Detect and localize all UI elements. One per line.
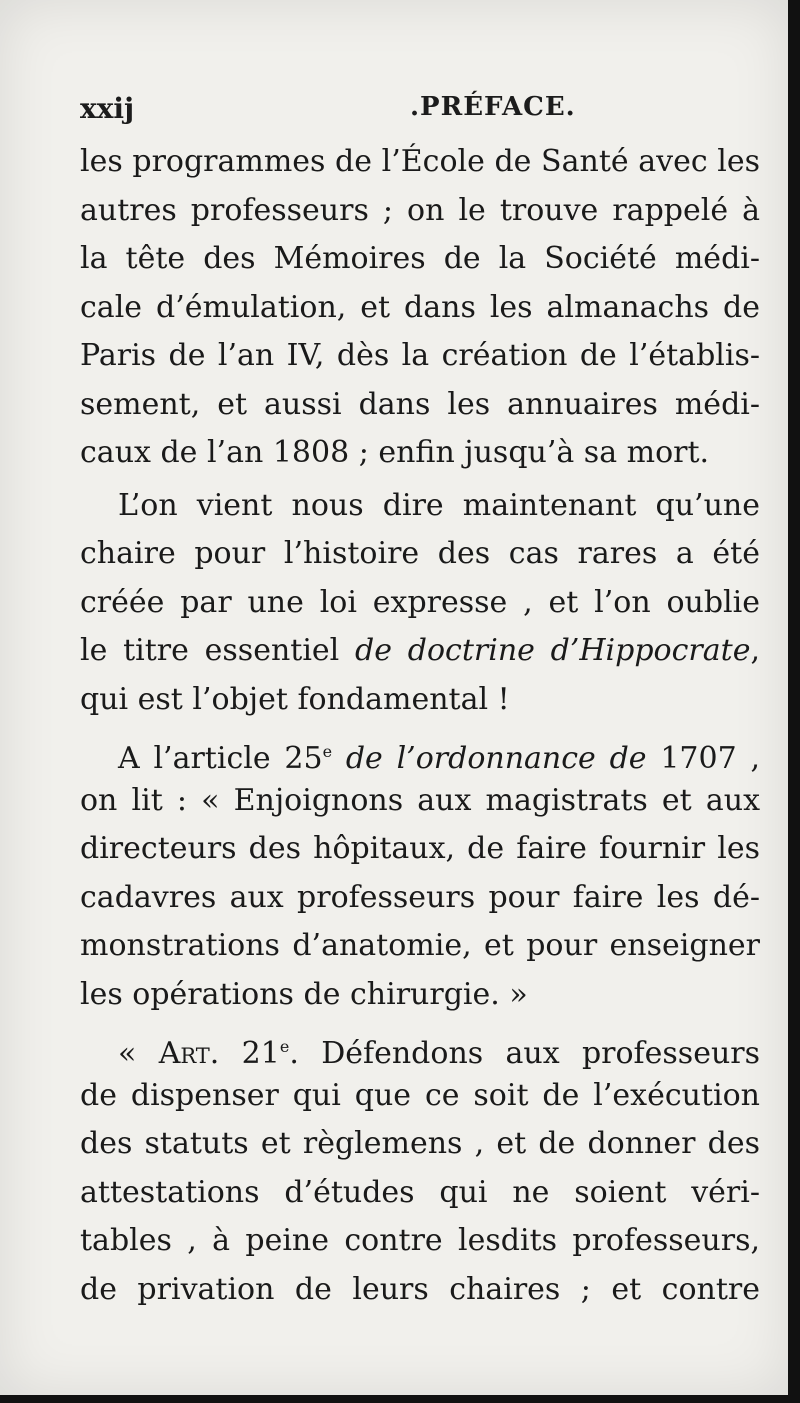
text-line: des statuts et règlemens , et de donner des <box>80 1126 760 1161</box>
text-span: , <box>750 633 760 668</box>
text-line: cadavres aux professeurs pour faire les dé- <box>80 879 760 915</box>
text-line: L’on vient nous dire maintenant qu’une <box>118 487 760 523</box>
text-line: tables , à peine contre lesdits professeurs, <box>80 1223 760 1258</box>
scan-edge-right <box>788 0 800 1403</box>
page-number: xxij <box>80 92 135 125</box>
text-span: 21 <box>219 1036 280 1071</box>
text-line: qui est l’objet fondamental ! <box>80 681 510 717</box>
text-span: . Défendons aux professeurs <box>289 1036 761 1071</box>
running-title: .PRÉFACE. <box>410 92 576 122</box>
text-line: monstrations d’anatomie, et pour enseigner <box>80 928 760 963</box>
text-line: la tête des Mémoires de la Société médi- <box>80 241 760 276</box>
superscript: e <box>322 742 333 761</box>
text-line: de privation de leurs chaires ; et contre <box>80 1271 760 1307</box>
italic-phrase: de l’ordonnance de <box>345 741 647 776</box>
superscript: e <box>279 1037 290 1056</box>
page-header <box>80 92 760 132</box>
text-line: sement, et aussi dans les annuaires médi- <box>80 386 760 422</box>
italic-phrase: de doctrine d’Hippocrate <box>355 633 751 668</box>
text-line: créée par une loi expresse , et l’on oublie <box>80 584 760 620</box>
text-line: attestations d’études qui ne soient véri- <box>80 1174 760 1210</box>
text-line: les opérations de chirurgie. » <box>80 976 528 1012</box>
text-line: directeurs des hôpitaux, de faire fournir les <box>80 831 760 866</box>
text-line: chaire pour l’histoire des cas rares a été <box>80 536 760 571</box>
text-line-with-italic <box>80 728 760 777</box>
text-span: le titre essentiel <box>80 633 340 668</box>
text-line: les programmes de l’École de Santé avec les <box>80 144 760 179</box>
text-line: cale d’émulation, et dans les almanachs de <box>80 289 760 325</box>
text-line: de dispenser qui que ce soit de l’exécution <box>80 1077 760 1113</box>
scan-edge-bottom <box>0 1395 800 1403</box>
small-caps-word: Art. <box>158 1036 220 1071</box>
text-line: caux de l’an 1808 ; enfin jusqu’à sa mort. <box>80 435 710 470</box>
body-text <box>80 138 760 1314</box>
text-line: autres professeurs ; on le trouve rappelé à <box>80 192 760 228</box>
text-line: on lit : « Enjoignons aux magistrats et aux <box>80 782 760 818</box>
text-line-with-small-caps <box>80 1023 760 1072</box>
text-span: « <box>118 1036 159 1071</box>
text-span: 1707 , <box>660 741 761 776</box>
text-line: Paris de l’an IV, dès la création de l’établis- <box>80 338 760 373</box>
text-line-with-italic <box>80 627 760 676</box>
text-span: A l’article 25 <box>118 741 323 776</box>
